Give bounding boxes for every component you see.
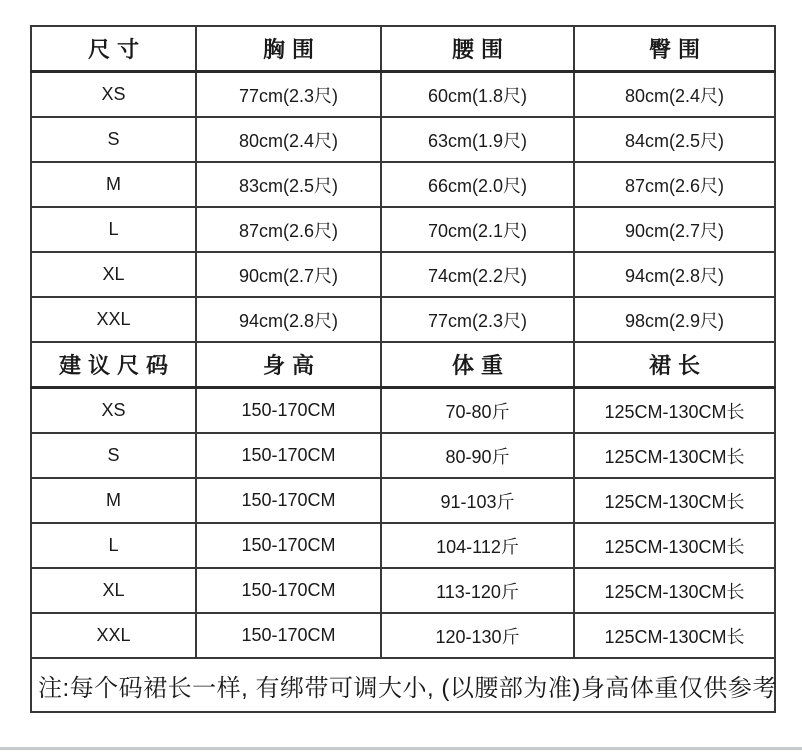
table-row-m-2 — [31, 478, 775, 523]
table-row-s — [31, 117, 775, 162]
skirt-length-value: 125CM-130CM长 — [574, 568, 775, 613]
size-chart-table — [30, 25, 776, 713]
height-value: 150-170CM — [196, 478, 381, 523]
column-header-size: 尺寸 — [31, 26, 196, 72]
table-row-l-2 — [31, 523, 775, 568]
hip-value: 98cm(2.9尺) — [574, 297, 775, 342]
bust-value: 94cm(2.8尺) — [196, 297, 381, 342]
column-header-hip: 臀围 — [574, 26, 775, 72]
bottom-divider-bar — [0, 747, 802, 750]
column-header-height: 身高 — [196, 342, 381, 388]
size-label: S — [31, 433, 196, 478]
hip-value: 87cm(2.6尺) — [574, 162, 775, 207]
section2-header-row — [31, 342, 775, 388]
skirt-length-value: 125CM-130CM长 — [574, 433, 775, 478]
table-row-m — [31, 162, 775, 207]
table-row-xxl — [31, 297, 775, 342]
size-label: L — [31, 523, 196, 568]
size-label: L — [31, 207, 196, 252]
height-value: 150-170CM — [196, 568, 381, 613]
weight-value: 113-120斤 — [381, 568, 574, 613]
column-header-skirt-length: 裙长 — [574, 342, 775, 388]
column-header-weight: 体重 — [381, 342, 574, 388]
height-value: 150-170CM — [196, 388, 381, 434]
bust-value: 90cm(2.7尺) — [196, 252, 381, 297]
size-label: XXL — [31, 297, 196, 342]
waist-value: 63cm(1.9尺) — [381, 117, 574, 162]
weight-value: 104-112斤 — [381, 523, 574, 568]
height-value: 150-170CM — [196, 613, 381, 658]
size-label: XL — [31, 568, 196, 613]
waist-value: 70cm(2.1尺) — [381, 207, 574, 252]
table-row-xxl-2 — [31, 613, 775, 658]
size-label: M — [31, 478, 196, 523]
note-text: 注:每个码裙长一样, 有绑带可调大小, (以腰部为准)身高体重仅供参考 — [31, 658, 775, 712]
column-header-bust: 胸围 — [196, 26, 381, 72]
table-row-xs — [31, 72, 775, 118]
table-row-xl — [31, 252, 775, 297]
skirt-length-value: 125CM-130CM长 — [574, 388, 775, 434]
table-row-s-2 — [31, 433, 775, 478]
skirt-length-value: 125CM-130CM长 — [574, 613, 775, 658]
hip-value: 94cm(2.8尺) — [574, 252, 775, 297]
weight-value: 70-80斤 — [381, 388, 574, 434]
size-label: XS — [31, 388, 196, 434]
waist-value: 74cm(2.2尺) — [381, 252, 574, 297]
section1-header-row — [31, 26, 775, 72]
hip-value: 84cm(2.5尺) — [574, 117, 775, 162]
height-value: 150-170CM — [196, 523, 381, 568]
weight-value: 91-103斤 — [381, 478, 574, 523]
column-header-suggested-size: 建议尺码 — [31, 342, 196, 388]
note-row — [31, 658, 775, 712]
bust-value: 77cm(2.3尺) — [196, 72, 381, 118]
waist-value: 77cm(2.3尺) — [381, 297, 574, 342]
size-label: M — [31, 162, 196, 207]
waist-value: 66cm(2.0尺) — [381, 162, 574, 207]
hip-value: 90cm(2.7尺) — [574, 207, 775, 252]
skirt-length-value: 125CM-130CM长 — [574, 523, 775, 568]
bust-value: 80cm(2.4尺) — [196, 117, 381, 162]
weight-value: 80-90斤 — [381, 433, 574, 478]
height-value: 150-170CM — [196, 433, 381, 478]
waist-value: 60cm(1.8尺) — [381, 72, 574, 118]
skirt-length-value: 125CM-130CM长 — [574, 478, 775, 523]
bust-value: 87cm(2.6尺) — [196, 207, 381, 252]
table-row-xl-2 — [31, 568, 775, 613]
size-label: XS — [31, 72, 196, 118]
size-label: XXL — [31, 613, 196, 658]
size-label: XL — [31, 252, 196, 297]
table-row-l — [31, 207, 775, 252]
size-label: S — [31, 117, 196, 162]
column-header-waist: 腰围 — [381, 26, 574, 72]
hip-value: 80cm(2.4尺) — [574, 72, 775, 118]
bust-value: 83cm(2.5尺) — [196, 162, 381, 207]
weight-value: 120-130斤 — [381, 613, 574, 658]
table-row-xs-2 — [31, 388, 775, 434]
